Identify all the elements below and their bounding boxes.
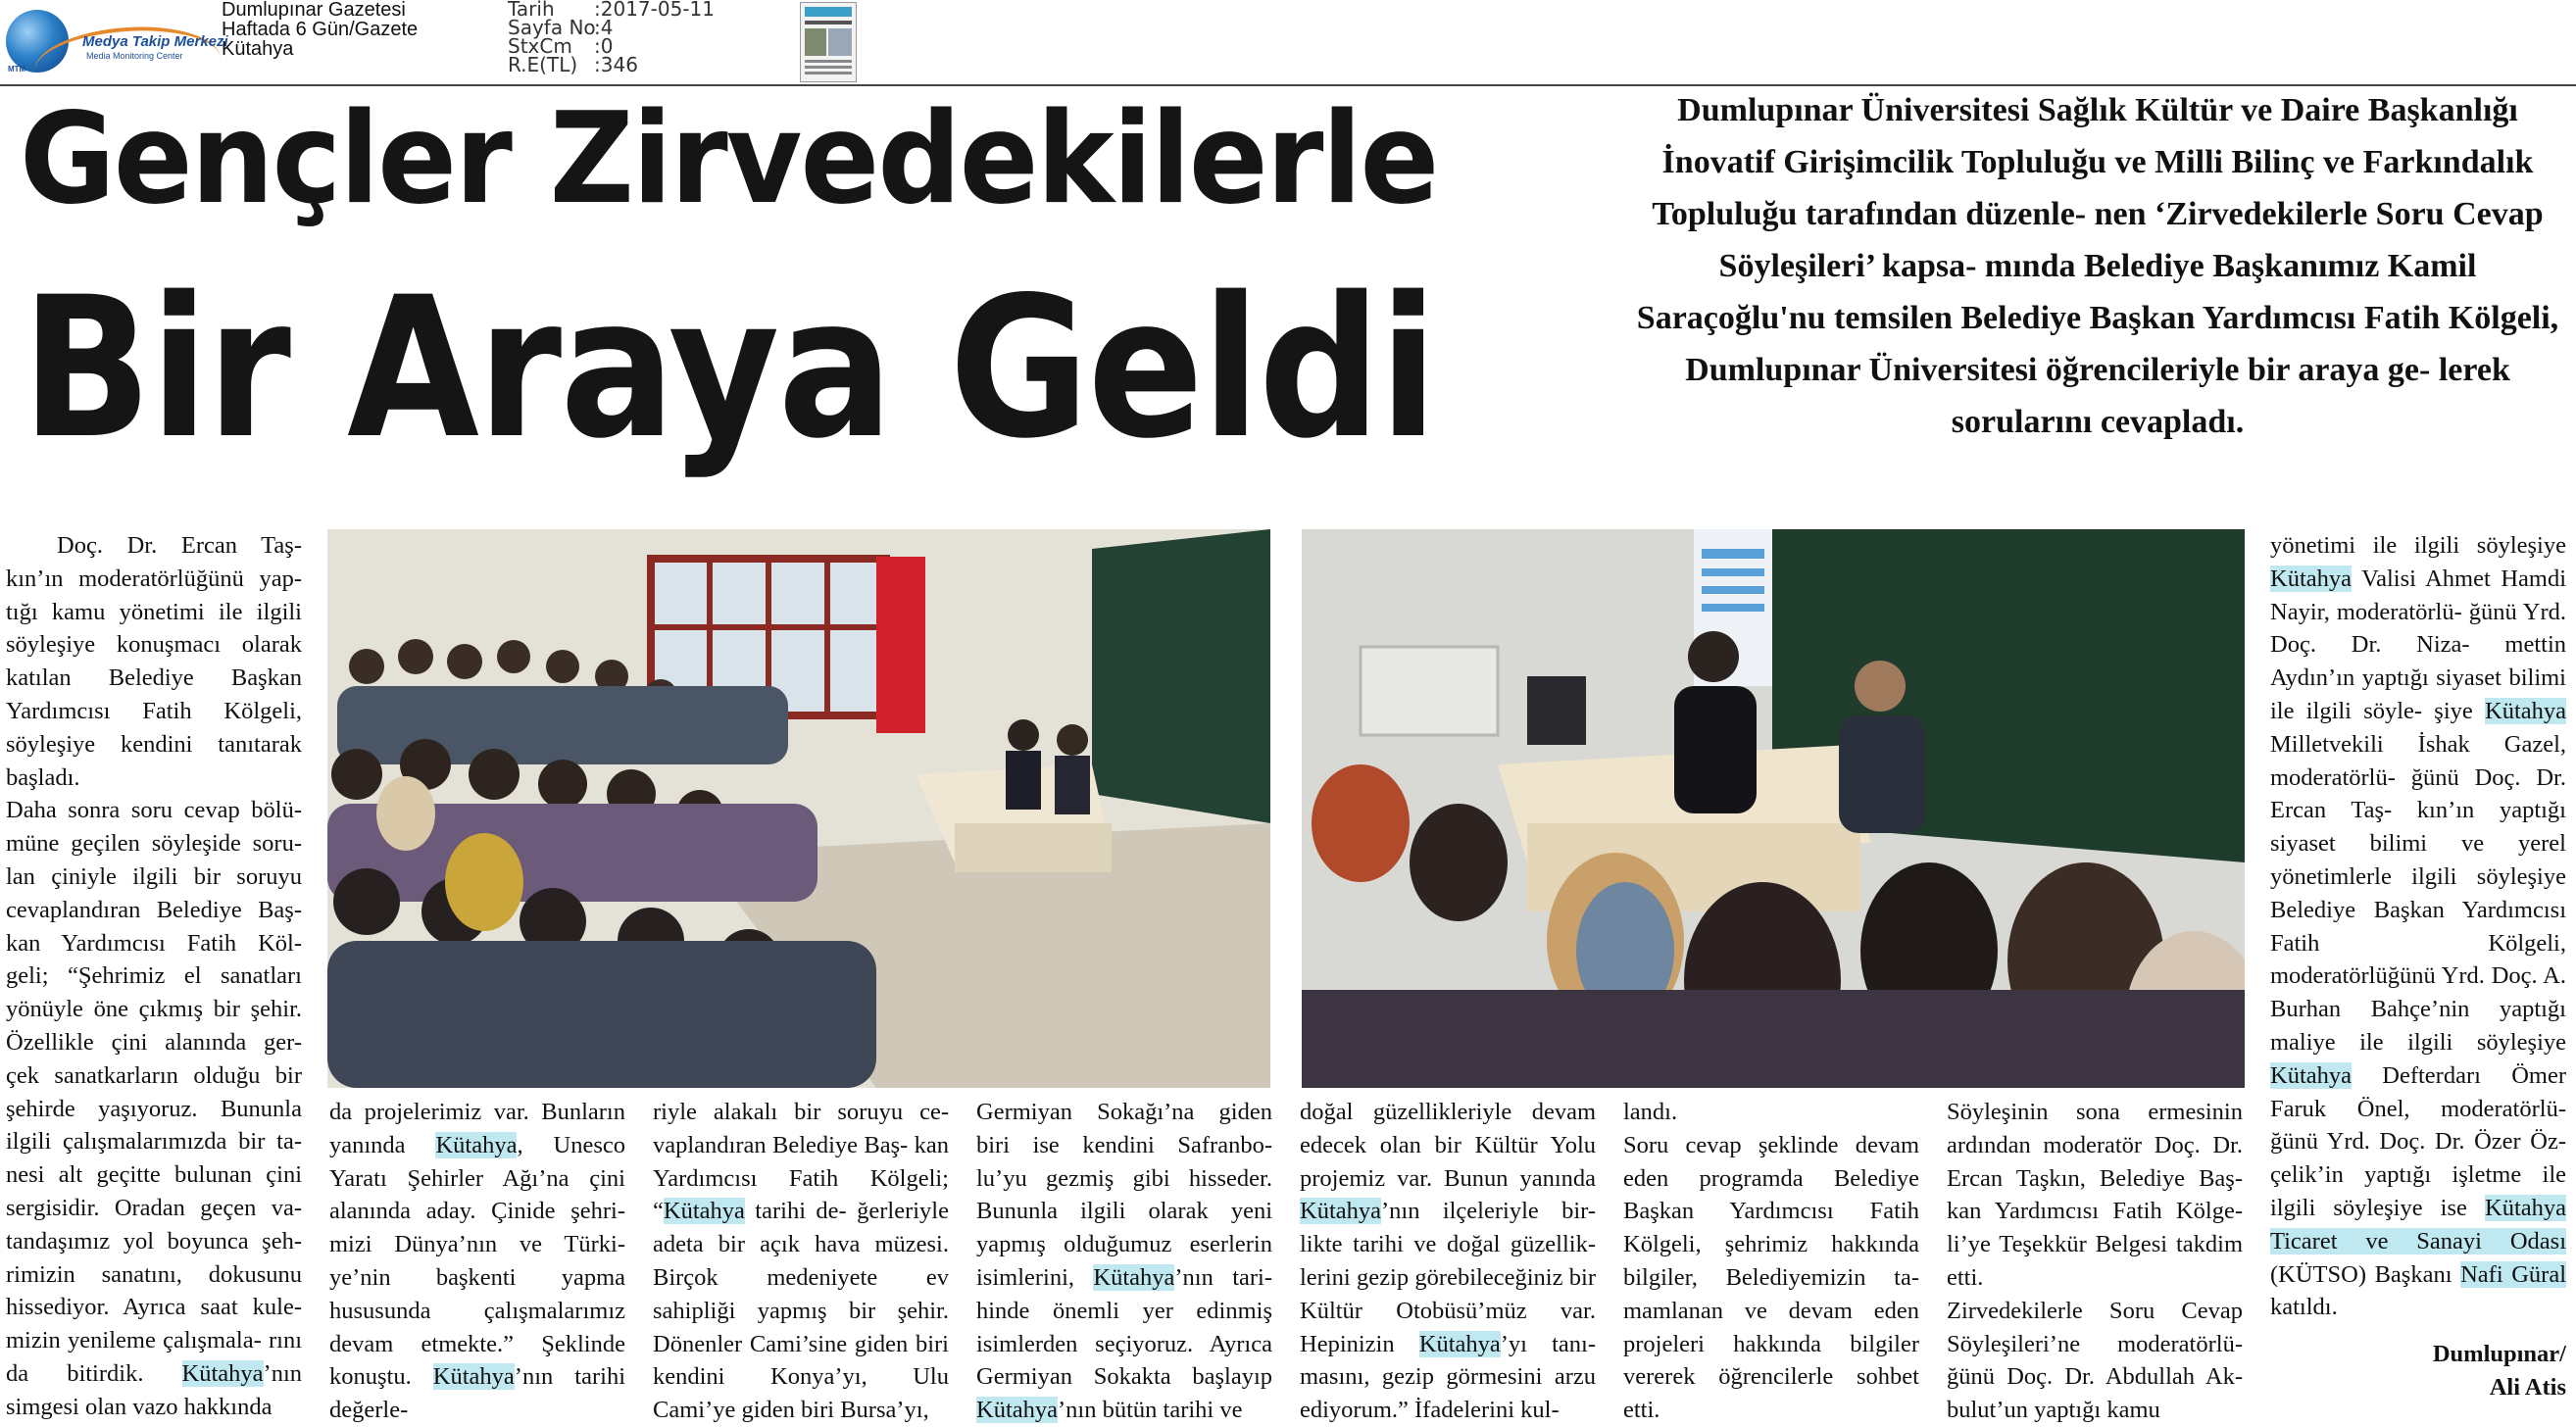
publication-name: Dumlupınar Gazetesi xyxy=(222,0,406,21)
article-column-5 xyxy=(1300,1096,1596,1427)
paragraph-text: ’yı tanı- masını, gezip görmesini arzu ediyorum.” İfadelerini kul- xyxy=(1300,1330,1596,1424)
keyword-highlight: Kütahya xyxy=(663,1198,745,1225)
article-column-8 xyxy=(2270,529,2566,1404)
paragraph xyxy=(976,1096,1272,1427)
paragraph xyxy=(2270,529,2566,1324)
paragraph-text: tarihi de- ğerleriyle adeta bir açık hava müzesi. Birçok medeniyete ev sahipliği yapmış bir şehir. Dönenler Cami’sine giden biri kendini Konya’yı, Ulu Cami’ye giden biri Bursa’yı, xyxy=(653,1198,949,1424)
meta-row-re xyxy=(508,53,715,76)
photo-audience xyxy=(327,529,1270,1088)
paragraph-text: (KÜTSO) Başkanı xyxy=(2270,1260,2452,1288)
keyword-highlight: Kütahya xyxy=(1418,1330,1501,1357)
article-column-1 xyxy=(6,529,302,1424)
headline-line-2: Bir Araya Geldi xyxy=(22,255,1436,481)
keyword-highlight: Kütahya xyxy=(2485,697,2566,724)
paragraph-text: riyle alakalı bir soruyu ce- vaplandıran Belediye Baş- kan Yardımcısı Fatih Kölgeli; “ xyxy=(653,1099,949,1225)
media-monitoring-logo xyxy=(6,6,228,76)
clipping-header xyxy=(0,0,2576,86)
keyword-highlight: Kütahya xyxy=(181,1359,264,1387)
paragraph: Zirvedekilerle Soru Cevap Söyleşileri’ne moderatörlü- ğünü Doç. Dr. Abdullah Ak- bulut’un yaptığı kamu xyxy=(1947,1297,2243,1424)
meta-value: :4 xyxy=(594,16,614,39)
keyword-highlight: Kütahya Ticaret ve Sanayi Odası xyxy=(2270,1194,2566,1255)
meta-value: :0 xyxy=(594,34,614,58)
paragraph-text: ’nın bütün tarihi ve xyxy=(1058,1397,1243,1424)
meta-key: Sayfa No xyxy=(508,16,596,39)
keyword-highlight: Kütahya xyxy=(432,1363,515,1391)
paragraph-text: Valisi Ahmet Hamdi Nayir, moderatörlü- ğünü Yrd. Doç. Dr. Niza- mettin Aydın’ın yaptığı siyaset bilimi ile ilgili söyle- şiye xyxy=(2270,565,2566,724)
paragraph-text: , Unesco Yaratı Şehirler Ağı’na çini alanında aday. Çinide şehri- mizi Dünya’nın ve Türki- ye’nin başkenti yapma hususunda çalışmalarımız devam etmekte.” Şeklinde konuştu. xyxy=(329,1131,625,1391)
article-column-7 xyxy=(1947,1096,2243,1427)
paragraph xyxy=(329,1096,625,1427)
paragraph-text: ’nın simgesi olan vazo hakkında xyxy=(6,1359,303,1420)
paragraph-text: ’nın ilçeleriyle bir- likte tarihi ve doğal güzellik- lerini gezip görebileceğiniz bir Kültür Otobüsü’müz var. Hepinizin xyxy=(1300,1198,1596,1357)
clipping-meta xyxy=(508,0,715,74)
paragraph-text: yönetimi ile ilgili söyleşiye xyxy=(2270,532,2566,559)
headline-line-1: Gençler Zirvedekilerle xyxy=(20,86,1438,232)
meta-key: Tarih xyxy=(508,0,555,21)
keyword-highlight: Nafi Güral xyxy=(2460,1260,2567,1288)
article-deck: Dumlupınar Üniversitesi Sağlık Kültür ve Daire Başkanlığı İnovatif Girişimcilik Topluluğu ve Milli Bilinç ve Farkındalık Topluluğu tarafından düzenle- nen ‘Zirvedekilerle Soru Cevap Söyleşileri’ kapsa- mında Belediye Başkanımız Kamil Saraçoğlu'nu temsilen Belediye Başkan Yardımcısı Fatih Kölgeli, Dumlupınar Üniversitesi öğrencileriyle bir araya ge- lerek sorularını cevapladı. xyxy=(1636,92,2559,440)
meta-value: :2017-05-11 xyxy=(594,0,715,21)
publication-info xyxy=(222,0,418,59)
paragraph-text: Germiyan Sokağı’na giden biri ise kendini Safranbo- lu’yu gezmiş gibi hisseder. Bununla ilgili olarak yeni yapmış olduğumuz eserlerin isimlerini, xyxy=(976,1099,1272,1291)
logo-abbr: MTM xyxy=(8,65,26,74)
paragraph: Soru cevap şeklinde devam eden programda Belediye Başkan Yardımcısı Fatih Kölgeli, şehrimiz hakkında bilgiler, Belediyemizin ta- mamlanan ve devam eden projeleri hakkında bilgiler vererek öğrencilerle sohbet etti. xyxy=(1623,1131,1919,1424)
paragraph-text: doğal güzellikleriyle devam edecek olan bir Kültür Yolu projemiz var. Bunun yanında xyxy=(1300,1099,1596,1192)
page-thumbnail[interactable] xyxy=(800,2,857,82)
publication-city: Kütahya xyxy=(222,38,294,60)
article-column-4 xyxy=(976,1096,1272,1427)
paragraph-text: da projelerimiz var. Bunların yanında xyxy=(329,1099,625,1158)
paragraph xyxy=(6,794,302,1423)
byline-author: Ali Atis xyxy=(2489,1373,2566,1401)
paragraph-text: Milletvekili İshak Gazel, moderatörlü- ğünü Doç. Dr. Ercan Taş- kın’ın yaptığı siyaset bilimi ve yerel yönetimlerle ilgili söyleşiye Belediye Başkan Yardımcısı Fatih Kölgeli, moderatörlüğünü Yrd. Doç. A. Burhan Bahçe’nin yaptığı maliye ile ilgili söyleşiye xyxy=(2270,730,2566,1056)
photo-panel-speakers xyxy=(1302,529,2245,1088)
byline-location: Dumlupınar/ xyxy=(2432,1341,2566,1368)
paragraph-text: ’nın tari- hinde önemli yer edinmiş isimlerden seçiyoruz. Ayrıca Germiyan Sokakta başlayıp xyxy=(976,1263,1272,1391)
paragraph: landı. xyxy=(1623,1099,1678,1125)
publication-frequency: Haftada 6 Gün/Gazete xyxy=(222,19,419,40)
paragraph: Doç. Dr. Ercan Taş- kın’ın moderatörlüğünü yap- tığı kamu yönetimi ile ilgili söyleşiye konuşmacı olarak katılan Belediye Başkan Yardımcısı Fatih Kölgeli, söyleşiye kendini tanıtarak başladı. xyxy=(6,532,302,791)
meta-key: R.E(TL) xyxy=(508,53,578,76)
byline xyxy=(2270,1338,2566,1404)
paragraph: Söyleşinin sona ermesinin ardından moderatör Doç. Dr. Ercan Taşkın, Belediye Baş- kan Yardımcısı Fatih Kölge- li’ye Teşekkür Belgesi takdim etti. xyxy=(1947,1099,2243,1291)
meta-key: StxCm xyxy=(508,34,572,58)
keyword-highlight: Kütahya xyxy=(1093,1263,1175,1291)
article-column-3 xyxy=(653,1096,949,1427)
logo-subtitle: Media Monitoring Center xyxy=(86,51,183,61)
article-column-2 xyxy=(329,1096,625,1427)
keyword-highlight: Kütahya xyxy=(2270,565,2352,592)
paragraph xyxy=(653,1096,949,1427)
paragraph-text: Defterdarı Ömer Faruk Önel, moderatörlü- ğünü Yrd. Doç. Dr. Özer Öz- çelik’in yaptığı işletme ile ilgili söyleşiye ise xyxy=(2270,1061,2566,1221)
meta-value: :346 xyxy=(594,53,638,76)
keyword-highlight: Kütahya xyxy=(976,1397,1058,1424)
keyword-highlight: Kütahya xyxy=(2270,1061,2352,1089)
keyword-highlight: Kütahya xyxy=(435,1131,518,1158)
paragraph xyxy=(1300,1096,1596,1427)
paragraph-text: Daha sonra soru cevap bölü- müne geçilen söyleşide soru- lan çiniyle ilgili bir soruyu cevaplandıran Belediye Baş- kan Yardımcısı Fatih Köl- geli; “Şehrimiz el sanatları yönüyle öne çıkmış bir şehir. Özellikle çini alanında ger- çek sanatkarların olduğu bir şehirde yaşıyoruz. Bununla ilgili çalışmalarımızda bir ta- nesi alt geçitte bulunan çini sergisidir. Oradan geçen va- tandaşımız yol boyunca şeh- rimizin sanatını, dokusunu hissediyor. Ayrıca saat kule- mizin yenileme çalışmala- rını da bitirdik. xyxy=(6,797,302,1387)
article-column-6 xyxy=(1623,1096,1919,1427)
keyword-highlight: Kütahya xyxy=(1300,1198,1381,1225)
paragraph-text: ’nın tarihi değerle- xyxy=(329,1363,626,1424)
paragraph-text: katıldı. xyxy=(2270,1294,2338,1321)
logo-name: Medya Takip Merkezi xyxy=(82,33,228,50)
